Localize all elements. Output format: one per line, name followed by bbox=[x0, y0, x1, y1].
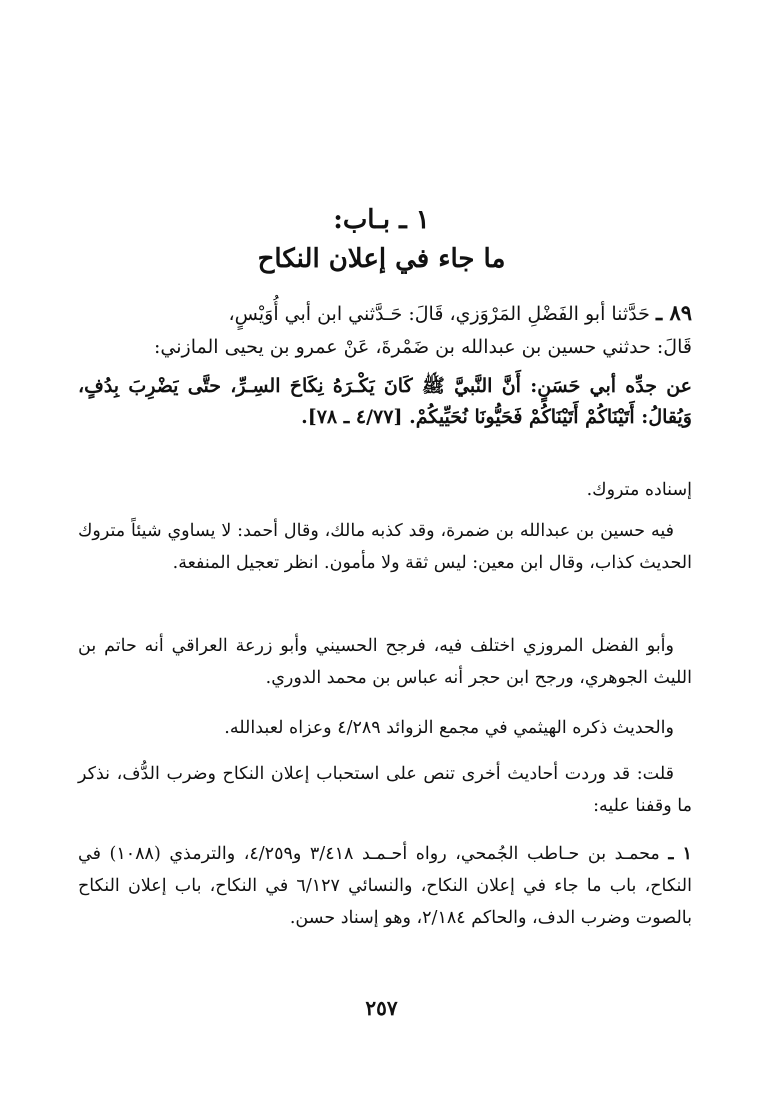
note-first-number: ١ ـ bbox=[668, 844, 692, 864]
hadith-matn: عن جدِّه أبي حَسَنٍ: أَنَّ النَّبيَّ ﷺ كَانَ يَكْـرَهُ نِكَاحَ السِـرِّ، حتَّى يَضْرِبَ بِدُفٍ، وَيُقالُ: أَتَيْنَاكُمْ أَتَيْنَاكُمْ فَحَيُّونَا نُحَيِّيكُمْ. [٤/٧٧ ـ ٧٨]. bbox=[78, 375, 692, 428]
hadith-number: ٨٩ ـ bbox=[655, 300, 692, 325]
isnad-status: إسناده متروك. bbox=[586, 480, 692, 500]
note-first-hadith bbox=[78, 838, 692, 934]
note-qult: قلت: قد وردت أحاديث أخرى تنص على استحباب إعلان النكاح وضرب الدُّف، نذكر ما وقفنا عليه: bbox=[78, 764, 692, 816]
hadith-block bbox=[78, 297, 692, 433]
note-abulfadl: وأبو الفضل المروزي اختلف فيه، فرجح الحسيني وأبو زرعة العراقي أنه حاتم بن الليث الجوهري، ورجح ابن حجر أنه عباس بن محمد الدوري. bbox=[78, 636, 692, 688]
note-hussein: فيه حسين بن عبدالله بن ضمرة، وقد كذبه مالك، وقال أحمد: لا يساوي شيئاً متروك الحديث كذاب، وقال ابن معين: ليس ثقة ولا مأمون. انظر تعجيل المنفعة. bbox=[78, 521, 692, 573]
hadith-isnad-line2: قَالَ: حدثني حسين بن عبدالله بن ضَمْرةَ، عَنْ عمرو بن يحيى المازني: bbox=[154, 336, 692, 358]
hadith-isnad-line1: حَدَّثنا أبو الفَضْلِ المَرْوَزي، قَالَ: حَـدَّثني ابن أبي أُوَيْسٍ، bbox=[228, 303, 650, 325]
chapter-label: ١ ـ بـاب: bbox=[333, 205, 430, 235]
chapter-title: ما جاء في إعلان النكاح bbox=[257, 244, 506, 274]
page-number: ٢٥٧ bbox=[365, 996, 398, 1020]
note-haythami: والحديث ذكره الهيثمي في مجمع الزوائد ٤/٢٨٩ وعزاه لعبدالله. bbox=[224, 718, 674, 738]
note-first-text: محمـد بن حـاطب الجُمحي، رواه أحـمـد ٣/٤١٨ و٤/٢٥٩، والترمذي (١٠٨٨) في النكاح، باب ما جاء في إعلان النكاح، والنسائي ٦/١٢٧ في النكاح، باب إعلان النكاح بالصوت وضرب الدف، والحاكم ٢/١٨٤، وهو إسناد حسن. bbox=[78, 844, 692, 928]
